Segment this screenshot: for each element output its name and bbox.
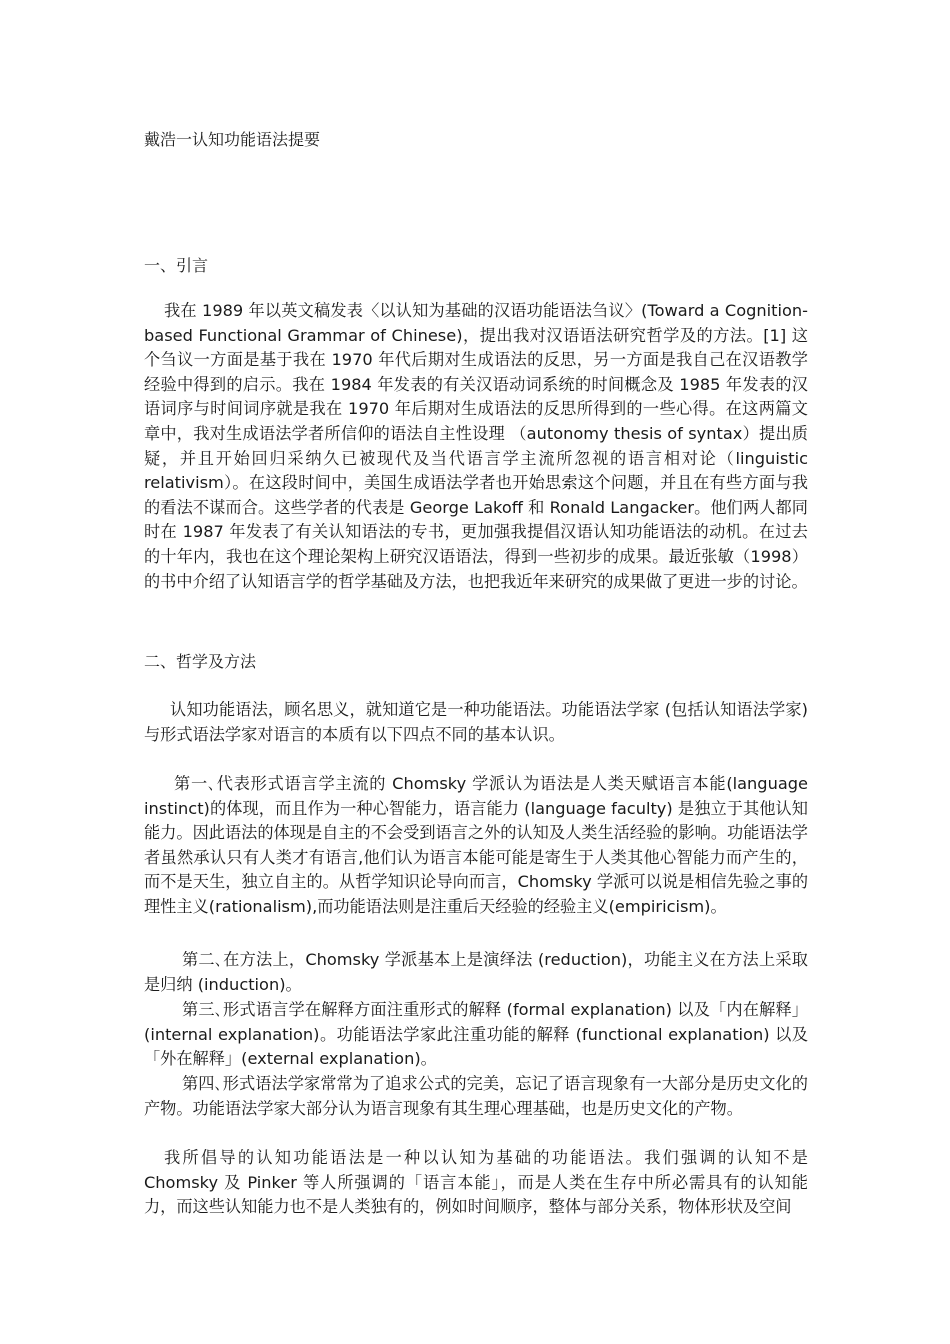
document-title: 戴浩一认知功能语法提要 bbox=[144, 130, 321, 149]
point-4-paragraph: 第四､形式语法学家常常为了追求公式的完美，忘记了语言现象有一大部分是历史文化的产物。功能语法学家大部分认为语言现象有其生理心理基础，也是历史文化的产物。 bbox=[144, 1074, 808, 1118]
closing-paragraph: 我所倡导的认知功能语法是一种以认知为基础的功能语法。我们强调的认知不是 Chomsky 及 Pinker 等人所强调的「语言本能」，而是人类在生存中所必需具有的认知能力，而这些认知能力也不是人类独有的，例如时间顺序，整体与部分关系，物体形状及空间 bbox=[144, 1148, 808, 1217]
introduction-paragraph: 我在 1989 年以英文稿发表〈以认知为基础的汉语功能语法刍议〉(Toward a Cognition-based Functional Grammar of Chinese)，提出我对汉语语法研究哲学及的方法。[1] 这个刍议一方面是基于我在 1970 年代后期对生成语法的反思，另一方面是我自己在汉语教学经验中得到的启示。我在 1984 年发表的有关汉语动词系统的时间概念及 1985 年发表的汉语词序与时间词序就是我在 1970 年后期对生成语法的反思所得到的一些心得。在这两篇文章中，我对生成语法学者所信仰的语法自主性设理 （autonomy thesis of syntax）提出质疑，并且开始回归采纳久已被现代及当代语言学主流所忽视的语言相对论（linguistic relativism）。在这段时间中，美国生成语法学者也开始思索这个问题，并且在有些方面与我的看法不谋而合。这些学者的代表是 George Lakoff 和 Ronald Langacker。他们两人都同时在 1987 年发表了有关认知语法的专书，更加强我提倡汉语认知功能语法的动机。在过去的十年内，我也在这个理论架构上研究汉语语法，得到一些初步的成果。最近张敏（1998）的书中介绍了认知语言学的哲学基础及方法，也把我近年来研究的成果做了更进一步的讨论。 bbox=[144, 301, 808, 591]
point-2-paragraph: 第二､在方法上，Chomsky 学派基本上是演绎法 (reduction)，功能主义在方法上采取是归纳 (induction)。 bbox=[144, 950, 808, 994]
philosophy-intro-paragraph: 认知功能语法，顾名思义，就知道它是一种功能语法。功能语法学家 (包括认知语法学家) 与形式语法学家对语言的本质有以下四点不同的基本认识。 bbox=[144, 700, 808, 744]
section-heading-introduction: 一、引言 bbox=[144, 256, 209, 275]
point-3-paragraph: 第三､形式语言学在解释方面注重形式的解释 (formal explanation) 以及「内在解释」(internal explanation)。功能语法学家此注重功能的解释 (functional explanation) 以及「外在解释」(external explanation)。 bbox=[144, 1000, 808, 1069]
point-1-paragraph: 第一､代表形式语言学主流的 Chomsky 学派认为语法是人类天赋语言本能(language instinct)的体现，而且作为一种心智能力，语言能力 (language faculty) 是独立于其他认知能力。因此语法的体现是自主的不会受到语言之外的认知及人类生活经验的影响。功能语法学者虽然承认只有人类才有语言,他们认为语言本能可能是寄生于人类其他心智能力而产生的，而不是天生，独立自主的。从哲学知识论导向而言，Chomsky 学派可以说是相信先验之事的理性主义(rationalism),而功能语法则是注重后天经验的经验主义(empiricism)。 bbox=[144, 774, 809, 916]
section-heading-philosophy-method: 二、哲学及方法 bbox=[144, 652, 257, 671]
